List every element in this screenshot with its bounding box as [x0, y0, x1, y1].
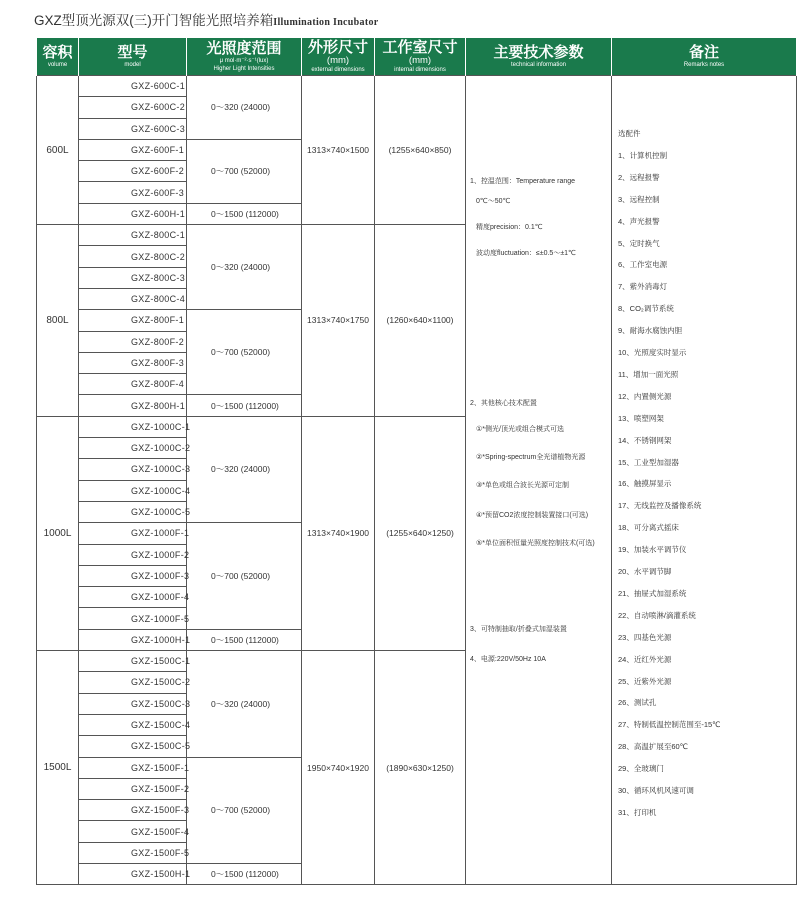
model-cell: GXZ-1500C-4	[79, 714, 187, 735]
model-cell: GXZ-800C-3	[79, 267, 187, 288]
model-cell: GXZ-1500H-1	[79, 863, 187, 884]
remark-item: 18、可分离式摇床	[618, 523, 679, 533]
model-cell: GXZ-1000F-3	[79, 565, 187, 586]
remarks-cell	[612, 76, 797, 885]
remark-item: 14、不锈钢网架	[618, 435, 672, 445]
light-range-cell: 0～320 (24000)	[187, 651, 302, 757]
model-cell: GXZ-600H-1	[79, 203, 187, 224]
tech-info-cell	[466, 76, 612, 885]
model-cell: GXZ-600C-3	[79, 118, 187, 139]
header-external-en: external dimensions	[311, 67, 365, 74]
remark-item: 30、循环风机风速可调	[618, 786, 694, 795]
header-tech-zh: 主要技术参数	[493, 44, 584, 61]
tech-info-item: ③*单色或组合波长光源可定制	[476, 482, 569, 489]
model-cell: GXZ-600F-1	[79, 139, 187, 160]
model-cell: GXZ-1500F-5	[79, 842, 187, 863]
remarks-list	[612, 76, 796, 878]
header-model-en: model	[124, 62, 141, 68]
volume-cell: 1500L	[37, 651, 79, 885]
internal-dimensions-cell: (1890×630×1250)	[375, 651, 466, 885]
header-light-unit: μ mol·m⁻²·s⁻¹(lux)	[219, 58, 269, 64]
light-range-cell: 0～700 (52000)	[187, 523, 302, 629]
header-tech	[466, 38, 612, 76]
header-internal-zh: 工作室尺寸	[382, 38, 458, 56]
model-cell: GXZ-1500F-4	[79, 821, 187, 842]
model-cell: GXZ-600C-2	[79, 97, 187, 118]
model-cell: GXZ-1000F-5	[79, 608, 187, 629]
model-cell: GXZ-1000C-5	[79, 501, 187, 522]
model-cell: GXZ-1500C-3	[79, 693, 187, 714]
remark-item: 15、工业型加湿器	[618, 457, 679, 467]
model-cell: GXZ-1000C-4	[79, 480, 187, 501]
remark-item: 17、无线监控及播像系统	[618, 501, 702, 511]
model-cell: GXZ-1500F-3	[79, 800, 187, 821]
model-cell: GXZ-800H-1	[79, 395, 187, 416]
remark-item: 8、CO₂调节系统	[618, 304, 674, 314]
light-range-cell: 0～320 (24000)	[187, 76, 302, 140]
tech-info-item: ⑤*单位面积恒量光照度控制技术(可选)	[476, 540, 595, 547]
tech-info-item: 2、其他核心技术配置	[470, 400, 537, 407]
volume-cell: 1000L	[37, 416, 79, 650]
model-cell: GXZ-1500C-2	[79, 672, 187, 693]
model-cell: GXZ-1000F-2	[79, 544, 187, 565]
remark-item: 4、声光报警	[618, 216, 660, 226]
model-cell: GXZ-1000H-1	[79, 629, 187, 650]
remark-item: 选配件	[618, 129, 641, 138]
header-volume-en: volume	[47, 62, 68, 68]
external-dimensions-cell: 1313×740×1750	[302, 225, 375, 417]
remark-item: 1、计算机控制	[618, 150, 668, 160]
internal-dimensions-cell: (1255×640×850)	[375, 76, 466, 225]
header-model	[79, 38, 187, 76]
model-cell: GXZ-1500F-1	[79, 757, 187, 778]
model-cell: GXZ-800C-4	[79, 288, 187, 309]
light-range-cell: 0～700 (52000)	[187, 139, 302, 203]
header-internal	[375, 38, 466, 76]
model-cell: GXZ-1000C-2	[79, 438, 187, 459]
remark-item: 6、工作室电源	[618, 260, 668, 270]
tech-info-item: 0℃～50℃	[476, 198, 511, 205]
remark-item: 12、内置侧光源	[618, 391, 672, 401]
external-dimensions-cell: 1313×740×1500	[302, 76, 375, 225]
remark-item: 19、加装水平调节仪	[618, 545, 687, 555]
tech-info-list	[466, 76, 611, 878]
remark-item: 10、光照度实时显示	[618, 348, 687, 357]
remark-item: 31、打印机	[618, 807, 657, 817]
model-cell: GXZ-1000F-1	[79, 523, 187, 544]
remark-item: 7、紫外消毒灯	[618, 282, 668, 292]
model-cell: GXZ-600F-3	[79, 182, 187, 203]
remark-item: 3、远程控制	[618, 194, 660, 204]
header-internal-en: internal dimensions	[394, 67, 446, 74]
tech-info-item: 1、控温范围：Temperature range	[470, 178, 576, 185]
remark-item: 16、触摸屏显示	[618, 479, 672, 489]
table-row	[37, 76, 797, 97]
header-light-zh: 光照度范围	[206, 40, 282, 57]
light-range-cell: 0～1500 (112000)	[187, 203, 302, 224]
model-cell: GXZ-600F-2	[79, 161, 187, 182]
tech-info-item: ④*预留CO2浓度控制装置接口(可选)	[476, 512, 589, 519]
light-range-cell: 0～320 (24000)	[187, 416, 302, 522]
header-row	[37, 38, 797, 76]
light-range-cell: 0～1500 (112000)	[187, 395, 302, 416]
model-cell: GXZ-800F-4	[79, 374, 187, 395]
header-external	[302, 38, 375, 76]
model-cell: GXZ-1000C-1	[79, 416, 187, 437]
external-dimensions-cell: 1950×740×1920	[302, 651, 375, 885]
volume-cell: 800L	[37, 225, 79, 417]
remark-item: 20、水平调节脚	[618, 567, 672, 576]
remark-item: 28、高温扩展至60℃	[618, 742, 689, 752]
header-external-unit: (mm)	[326, 54, 350, 66]
external-dimensions-cell: 1313×740×1900	[302, 416, 375, 650]
remark-item: 26、测试孔	[618, 698, 657, 708]
light-range-cell: 0～1500 (112000)	[187, 863, 302, 884]
remark-item: 5、定时换气	[618, 238, 660, 248]
internal-dimensions-cell: (1260×640×1100)	[375, 225, 466, 417]
remark-item: 22、自动喷淋/滴灌系统	[618, 610, 696, 620]
header-light	[187, 38, 302, 76]
tech-info-item: 3、可特制抽取/折叠式加湿装置	[470, 626, 567, 633]
header-internal-unit: (mm)	[408, 54, 432, 66]
light-range-cell: 0～320 (24000)	[187, 225, 302, 310]
tech-info-item: 波动度fluctuation：≤±0.5～±1℃	[476, 250, 576, 257]
light-range-cell: 0～700 (52000)	[187, 757, 302, 863]
remark-item: 11、增加一面光照	[618, 369, 679, 379]
model-cell: GXZ-800C-2	[79, 246, 187, 267]
remark-item: 29、全玻璃门	[618, 764, 664, 774]
title-en: Illumination Incubator	[273, 17, 379, 28]
remark-item: 13、喷塑网架	[618, 413, 664, 423]
model-cell: GXZ-1500C-5	[79, 736, 187, 757]
header-remark	[612, 38, 797, 76]
header-external-zh: 外形尺寸	[307, 38, 368, 56]
spec-table	[36, 38, 797, 885]
header-volume-zh: 容积	[42, 44, 73, 61]
light-range-cell: 0～1500 (112000)	[187, 629, 302, 650]
header-light-en: Higher Light Intensities	[213, 66, 275, 72]
model-cell: GXZ-800F-2	[79, 331, 187, 352]
internal-dimensions-cell: (1255×640×1250)	[375, 416, 466, 650]
tech-info-item: 精度precision：0.1℃	[476, 224, 543, 231]
remark-item: 27、特制低温控制范围至-15℃	[618, 720, 721, 730]
model-cell: GXZ-800C-1	[79, 225, 187, 246]
model-cell: GXZ-800F-1	[79, 310, 187, 331]
light-range-cell: 0～700 (52000)	[187, 310, 302, 395]
page-title	[34, 9, 378, 29]
model-cell: GXZ-1500F-2	[79, 778, 187, 799]
model-cell: GXZ-600C-1	[79, 76, 187, 97]
remark-item: 25、近紫外光源	[618, 676, 672, 686]
tech-info-item: ①*侧光/顶光或组合模式可选	[476, 426, 564, 433]
model-cell: GXZ-1500C-1	[79, 651, 187, 672]
header-remark-zh: 备注	[688, 44, 719, 61]
model-cell: GXZ-1000F-4	[79, 587, 187, 608]
title-zh: GXZ型顶光源双(三)开门智能光照培养箱	[34, 13, 274, 28]
header-volume	[37, 38, 79, 76]
header-tech-en: technical information	[510, 62, 567, 68]
model-cell: GXZ-1000C-3	[79, 459, 187, 480]
header-remark-en: Remarks notes	[683, 62, 725, 68]
tech-info-item: 4、电源:220V/50Hz 10A	[470, 656, 546, 663]
header-model-zh: 型号	[117, 44, 148, 61]
remark-item: 9、耐海水腐蚀内胆	[618, 326, 683, 336]
model-cell: GXZ-800F-3	[79, 352, 187, 373]
table-body	[37, 76, 797, 885]
remark-item: 24、近红外光源	[618, 654, 672, 664]
remark-item: 23、四基色光源	[618, 632, 672, 642]
tech-info-item: ②*Spring-spectrum全光谱植物光源	[476, 454, 586, 461]
remark-item: 2、远程报警	[618, 172, 660, 182]
remark-item: 21、抽屉式加湿系统	[618, 588, 687, 598]
volume-cell: 600L	[37, 76, 79, 225]
